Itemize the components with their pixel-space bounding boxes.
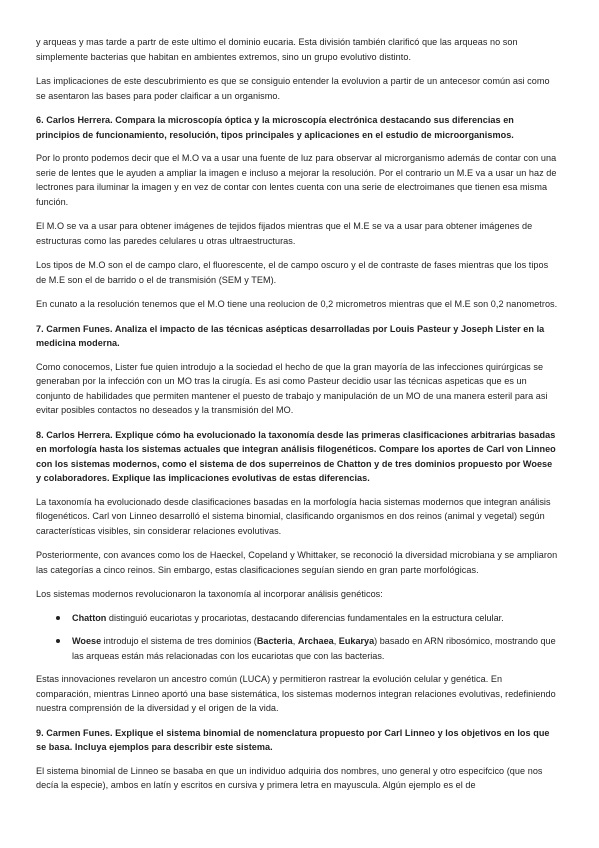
question-8-heading: 8. Carlos Herrera. Explique cómo ha evolucionado la taxonomía desde las primeras clasificaciones arbitrarias basadas en morfología hasta los sistemas actuales que integran análisis filogenéticos. Compare los aportes de Carl von Linneo con los sistemas modernos, como el sistema de dos superreinos de Chatton y de tres dominios propuesto por Woese y colaboradores. Explique las implicaciones evolutivas de estas diferencias. (36, 429, 556, 483)
paragraph-resolution: En cunato a la resolución tenemos que el M.O tiene una reolucion de 0,2 micrometros mientras que el M.E son 0,2 nanometros. (36, 299, 558, 309)
bullet-icon (56, 639, 60, 643)
question-9-heading: 9. Carmen Funes. Explique el sistema binomial de nomenclatura propuesto por Carl Linneo y los objetivos en los que se basa. Incluya ejemplos para describir este sistema. (36, 727, 550, 752)
list-item-chatton (36, 611, 559, 626)
separator: , (292, 636, 298, 646)
paragraph-luca-innovations: Estas innovaciones revelaron un ancestro común (LUCA) y permitieron rastrear la evolución celular y genética. En comparación, mientras Linneo aportó una base sistemática, los sistemas modernos integran relaciones evolutivas, redefiniendo nuestra comprensión de la diversidad y el origen de la vida. (36, 674, 556, 713)
list-item-woese (36, 634, 559, 663)
separator: , (333, 636, 339, 646)
paragraph-binomial-system: El sistema binomial de Linneo se basaba en que un individuo adquiria dos nombres, uno general y otro especifcico (que nos decía la especie), ambos en latín y escritos en cursiva y primera letra en mayuscula. Algún ejemplo es el de (36, 765, 543, 790)
bullet-icon (56, 616, 60, 620)
woese-description-start: introdujo el sistema de tres dominios ( (101, 636, 257, 646)
domain-bacteria: Bacteria (256, 636, 293, 646)
modern-systems-list (36, 611, 559, 664)
paragraph-taxonomy-evolution: La taxonomía ha evolucionado desde clasificaciones basadas en la morfología hacia sistemas modernos que integran análisis filogenéticos. Carl von Linneo desarrolló el sistema binomial, clasificando organismos en dos reinos (animal y vegetal) según características visibles, sin considerar relaciones evolutivas. (36, 496, 551, 536)
paragraph-mo-vs-me-applications: El M.O se va a usar para obtener imágenes de tejidos fijados mientras que el M.E se va a usar para obtener imágenes de estructuras como las paredes celulares u otras ultraestructuras. (36, 221, 533, 246)
question-7-heading: 7. Carmen Funes. Analiza el impacto de las técnicas asépticas desarrolladas por Louis Pasteur y Joseph Lister en la medicina moderna. (36, 323, 545, 348)
question-6-heading: 6. Carlos Herrera. Compara la microscopía óptica y la microscopía electrónica destacando sus diferencias en principios de funcionamiento, resolución, tipos principales y aplicaciones en el estudio de microorganismos. (36, 115, 514, 140)
paragraph-microscope-types: Los tipos de M.O son el de campo claro, el fluorescente, el de campo oscuro y el de contraste de fases mientras que los tipos de M.E son el de barrido o el de transmisión (SEM y TEM). (36, 260, 549, 285)
woese-description-end: ) basado en ARN ribosómico, mostrando que las arqueas están más relacionadas con los eucariotas que con las bacterias. (72, 636, 556, 661)
paragraph-five-kingdoms: Posteriormente, con avances como los de Haeckel, Copeland y Whittaker, se reconoció la diversidad microbiana y se ampliaron las categorías a cinco reinos. Sin embargo, estas clasificaciones seguían siendo en gran parte morfológicas. (36, 550, 558, 575)
paragraph-archaea-division: y arqueas y mas tarde a partr de este ultimo el dominio eucaria. Esta división también clarificó que las arqueas no son simplemente bacterias que habitan en ambientes extremos, sino un grupo evolutivo distinto. (36, 37, 518, 62)
domain-eukarya: Eukarya (338, 636, 375, 646)
paragraph-aseptic-techniques: Como conocemos, Lister fue quien introdujo a la sociedad el hecho de que la gran mayoría de las infecciones quirúrgicas se generaban por la infección con un MO tras la cirugía. Es asi como Pasteur decidio usar las técnicas aspeticas que es un conjunto de habilidades que permiten mantener el puesto de trabajo y manipulación de un MO de una manera esteril para asi evitar posibles contactos no deseados y la transmisión del MO. (36, 361, 548, 415)
paragraph-implications-common-ancestor: Las implicaciones de este descubrimiento es que se consiguio entender la evoluvion a partir de un antecesor común asi como se asentaron las bases para poder claificar a un organismo. (36, 76, 550, 101)
term-woese: Woese (72, 636, 102, 646)
paragraph-modern-systems-intro: Los sistemas modernos revolucionaron la taxonomía al incorporar análisis genéticos: (36, 589, 383, 599)
term-chatton: Chatton (72, 612, 107, 623)
domain-archaea: Archaea (297, 636, 334, 646)
paragraph-mo-vs-me-principles: Por lo pronto podemos decir que el M.O va a usar una fuente de luz para observar al microrganismo además de contar con una serie de lentes que le ayuden a ampliar la imagen e incluso a mejorar la resolución. Por el contrario un M.E va a usar un haz de lectrones para iluminar la imagen y en vez de contar con lentes cuenta con una serie de electroimanes que tienen esa misma función. (36, 153, 557, 207)
chatton-description: distinguió eucariotas y procariotas, destacando diferencias fundamentales en la estructura celular. (106, 612, 504, 623)
